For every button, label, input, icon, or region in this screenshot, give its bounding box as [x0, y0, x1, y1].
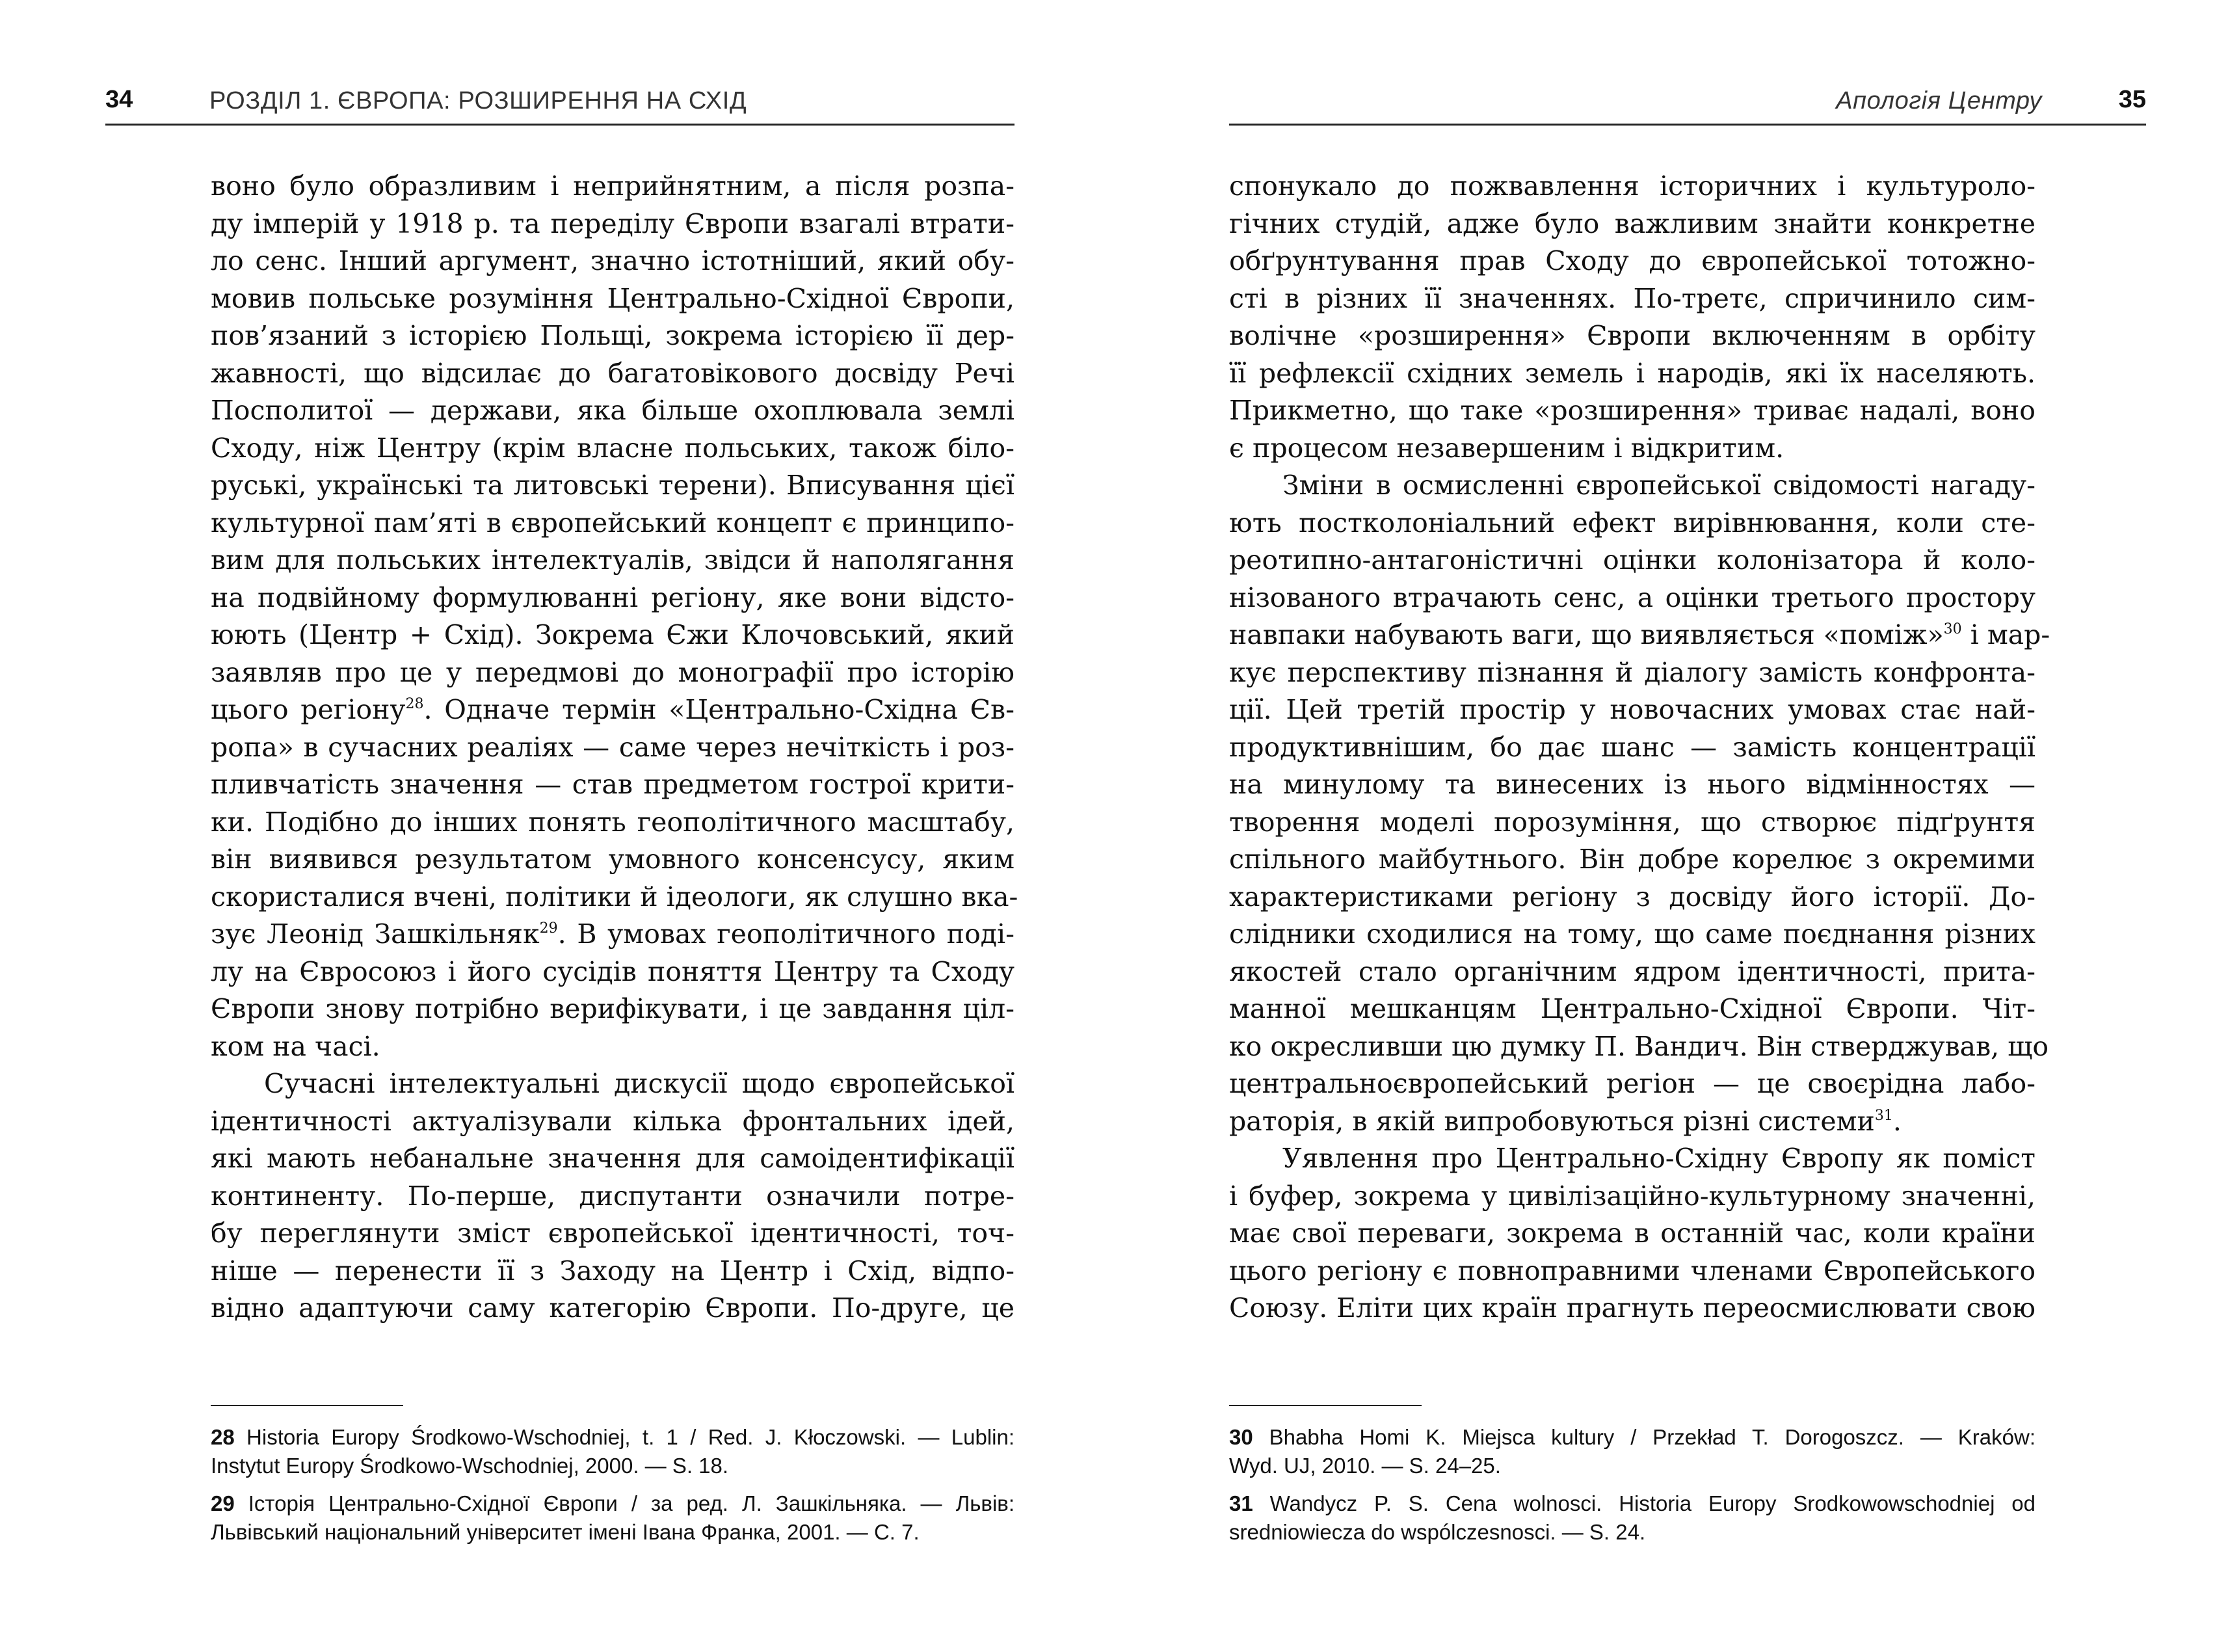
text-line: має свої переваги, зокрема в останній час, коли країни: [1229, 1218, 2036, 1249]
footnote: [1229, 1489, 2036, 1547]
footnote-text: Історія Центрально-Східної Європи / за ред. Л. Зашкільняка. — Львів:: [248, 1491, 1015, 1515]
text-line: кує перспективу пізнання й діалогу замість конфронта-: [1229, 656, 2036, 688]
text-line: відно адаптуючи саму категорію Європи. По-друге, це: [211, 1292, 1015, 1324]
text-line: Європи знову потрібно верифікувати, і це завдання ціл-: [211, 993, 1015, 1024]
text-line: ло сенс. Інший аргумент, значно істотніший, який обу-: [211, 245, 1015, 276]
text-line: руські, українські та литовські терени). Вписування цієї: [211, 470, 1015, 501]
text-line: [211, 691, 1015, 729]
text-segment: . Одначе термін «Центрально-Східна Єв-: [423, 694, 1015, 725]
footnote-line: [1229, 1489, 2036, 1518]
text-line: він виявився результатом умовного консенсусу, яким: [211, 844, 1015, 875]
text-line: ють постколоніальний ефект вирівнювання, коли сте-: [1229, 507, 2036, 539]
text-line: Союзу. Еліти цих країн прагнуть переосмислювати свою: [1229, 1292, 2036, 1324]
text-line: Сходу, ніж Центру (крім власне польських, також біло-: [211, 432, 1015, 464]
text-line: лу на Євросоюз і його сусідів поняття Центру та Сходу: [211, 955, 1015, 987]
text-line: і буфер, зокрема у цивілізаційно-культурному значенні,: [1229, 1180, 2036, 1212]
footnote-number: 28: [211, 1425, 235, 1449]
footnote-text: Bhabha Homi K. Miejsca kultury / Przekład T. Dorogoszcz. — Kraków:: [1269, 1425, 2036, 1449]
text-line: ніше — перенести її з Заходу на Центр і Схід, відпо-: [211, 1255, 1015, 1286]
text-line: ідентичності актуалізували кілька фронтальних ідей,: [211, 1105, 1015, 1137]
text-line: на минулому та винесених із нього відмінностях —: [1229, 769, 2036, 800]
footnote-number: 31: [1229, 1491, 1253, 1515]
text-line: бу переглянути зміст європейської ідентичності, точ-: [211, 1218, 1015, 1249]
page-number: 35: [2118, 86, 2146, 113]
running-head: [105, 77, 1015, 126]
text-line: мовив польське розуміння Центрально-Східної Європи,: [211, 282, 1015, 314]
text-segment: .: [1892, 1105, 1902, 1137]
footnote-ref[interactable]: 28: [405, 696, 424, 712]
text-line: Посполитої — держави, яка більше охоплювала землі: [211, 395, 1015, 426]
footnote-divider: [211, 1405, 403, 1406]
text-line: заявляв про це у передмові до монографії про історію: [211, 656, 1015, 688]
text-line: сті в різних її значеннях. По-третє, спричинило сим-: [1229, 282, 2036, 314]
running-head: [1229, 77, 2146, 126]
footnote-number: 29: [211, 1491, 235, 1515]
footnotes: [1229, 1423, 2036, 1556]
text-line: ції. Цей третій простір у новочасних умовах стає най-: [1229, 694, 2036, 725]
footnote-ref[interactable]: 31: [1874, 1107, 1893, 1124]
text-line: Уявлення про Центрально-Східну Європу як поміст: [1282, 1143, 2036, 1174]
text-line: манної мешканцям Центрально-Східної Європи. Чіт-: [1229, 993, 2036, 1024]
text-segment: і мар-: [1961, 619, 2050, 650]
text-line: спільного майбутнього. Він добре корелює з окремими: [1229, 844, 2036, 875]
footnote-line: [211, 1423, 1015, 1452]
text-line: Сучасні інтелектуальні дискусії щодо європейської: [264, 1068, 1015, 1099]
footnotes: [211, 1423, 1015, 1556]
footnote-ref[interactable]: 30: [1943, 621, 1962, 637]
text-line: [1229, 617, 2050, 654]
text-line: ки. Подібно до інших понять геополітичного масштабу,: [211, 806, 1015, 838]
text-line: продуктивнішим, бо дає шанс — замість концентрації: [1229, 731, 2036, 763]
text-line: ропа» в сучасних реаліях — саме через нечіткість і роз-: [211, 731, 1015, 763]
text-line: слідники сходилися на тому, що саме поєднання різних: [1229, 918, 2036, 950]
right-page: [1114, 0, 2228, 1652]
footnote-line: Instytut Europy Środkowo-Wschodniej, 2000. — S. 18.: [211, 1454, 729, 1478]
text-line: континенту. По-перше, диспутанти означили потре-: [211, 1180, 1015, 1212]
text-segment: . В умовах геополітичного поді-: [557, 918, 1015, 950]
text-line: скористалися вчені, політики й ідеологи, як слушно вка-: [211, 881, 1018, 913]
text-line: характеристиками регіону з досвіду його історії. До-: [1229, 881, 2036, 913]
text-line: волічне «розширення» Європи включенням в орбіту: [1229, 320, 2036, 351]
text-line: обґрунтування прав Сходу до європейської тотожно-: [1229, 245, 2036, 276]
footnote-line: sredniowiecza do wspólczesnosci. — S. 24.: [1229, 1520, 1646, 1544]
footnote-text: Wandycz P. S. Cena wolnosci. Historia Europy Srodkowowschodniej od: [1269, 1491, 2036, 1515]
text-line: ду імперій у 1918 р. та переділу Європи взагалі втрати-: [211, 207, 1015, 239]
text-line: центральноєвропейський регіон — це своєрідна лабо-: [1229, 1068, 2036, 1099]
text-line: якостей стало органічним ядром ідентичності, прита-: [1229, 955, 2036, 987]
footnote: [211, 1489, 1015, 1547]
footnote-divider: [1229, 1405, 1422, 1406]
running-title: РОЗДІЛ 1. ЄВРОПА: РОЗШИРЕННЯ НА СХІД: [209, 87, 747, 114]
text-line: спонукало до пожвавлення історичних і культуроло-: [1229, 170, 2036, 202]
text-line: цього регіону є повноправними членами Європейського: [1229, 1255, 2036, 1286]
text-line: ко окресливши цю думку П. Вандич. Він стверджував, що: [1229, 1030, 2049, 1062]
footnote-number: 30: [1229, 1425, 1253, 1449]
footnote-line: Wyd. UJ, 2010. — S. 24–25.: [1229, 1454, 1501, 1478]
text-line: нізованого втрачають сенс, а оцінки третього простору: [1229, 581, 2036, 613]
footnote-text: Historia Europy Środkowo-Wschodniej, t. 1 / Red. J. Kłoczowski. — Lublin:: [246, 1425, 1015, 1449]
text-line: Зміни в осмисленні європейської свідомості нагаду-: [1282, 470, 2036, 501]
text-line: жавності, що відсилає до багатовікового досвіду Речі: [211, 357, 1015, 389]
page-number: 34: [105, 86, 133, 113]
text-line: вим для польських інтелектуалів, звідси й наполягання: [211, 544, 1015, 576]
text-segment: цього регіону: [211, 694, 406, 725]
text-line: є процесом незавершеним і відкритим.: [1229, 432, 1784, 464]
text-segment: навпаки набувають ваги, що виявляється «поміж»: [1229, 619, 1944, 650]
footnote-line: Львівський національний університет імені Івана Франка, 2001. — С. 7.: [211, 1520, 920, 1544]
body-text: [211, 168, 1018, 1327]
text-line: які мають небанальне значення для самоідентифікації: [211, 1143, 1015, 1174]
footnote: [211, 1423, 1015, 1480]
footnote: [1229, 1423, 2036, 1480]
footnote-ref[interactable]: 29: [539, 920, 558, 937]
text-line: гічних студій, адже було важливим знайти конкретне: [1229, 207, 2036, 239]
body-text: [1229, 168, 2050, 1327]
text-line: реотипно-антагоністичні оцінки колонізатора й коло-: [1229, 544, 2036, 576]
text-line: юють (Центр + Схід). Зокрема Єжи Клочовський, який: [211, 619, 1015, 650]
footnote-line: [211, 1489, 1015, 1518]
text-segment: раторія, в якій випробовуються різні системи: [1229, 1105, 1875, 1137]
text-line: культурної пам’яті в європейський концепт є принципо-: [211, 507, 1015, 539]
text-line: [1229, 1103, 2036, 1141]
text-line: її рефлексії східних земель і народів, які їх населяють.: [1229, 357, 2036, 389]
text-segment: зує Леонід Зашкільняк: [211, 918, 540, 950]
text-line: воно було образливим і неприйнятним, а після розпа-: [211, 170, 1015, 202]
text-line: на подвійному формулюванні регіону, яке вони відсто-: [211, 581, 1015, 613]
text-line: Прикметно, що таке «розширення» триває надалі, воно: [1229, 395, 2036, 426]
text-line: [211, 916, 1015, 953]
footnote-line: [1229, 1423, 2036, 1452]
text-line: пливчатість значення — став предметом гострої крити-: [211, 769, 1015, 800]
text-line: творення моделі порозуміння, що створює підґрунтя: [1229, 806, 2036, 838]
text-line: ком на часі.: [211, 1030, 380, 1062]
text-line: пов’язаний з історією Польщі, зокрема історією її дер-: [211, 320, 1015, 351]
running-title: Апологія Центру: [1836, 87, 2042, 114]
